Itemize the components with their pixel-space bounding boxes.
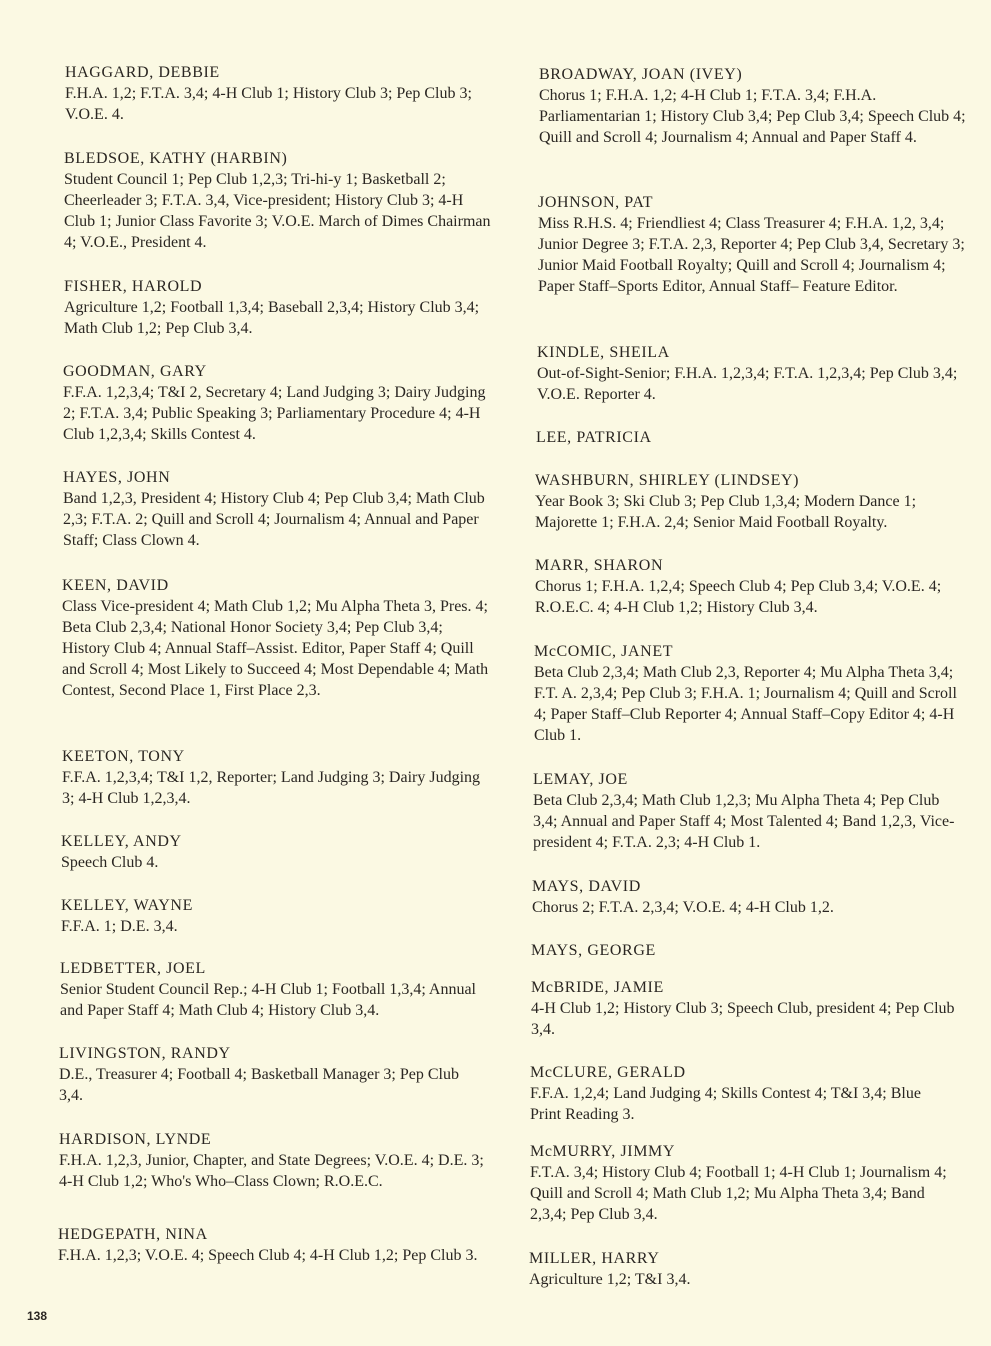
senior-entry bbox=[62, 575, 494, 701]
student-activities: Chorus 1; F.H.A. 1,2,4; Speech Club 4; Pep Club 3,4; V.O.E. 4; R.O.E.C. 4; 4-H Club 1,2; History Club 3,4. bbox=[535, 578, 942, 616]
student-name: BLEDSOE, KATHY (HARBIN) bbox=[64, 150, 288, 167]
senior-entry bbox=[532, 876, 962, 918]
student-name: KEEN, DAVID bbox=[62, 577, 169, 594]
student-name: HEDGEPATH, NINA bbox=[58, 1226, 208, 1243]
student-activities: F.T.A. 3,4; History Club 4; Football 1; 4-H Club 1; Journalism 4; Quill and Scroll 4; Math Club 1,2; Mu Alpha Theta 3,4; Band 2,3,4; Pep Club 3,4. bbox=[530, 1164, 947, 1223]
student-name: JOHNSON, PAT bbox=[538, 194, 654, 211]
senior-entry bbox=[536, 427, 966, 448]
student-activities: Agriculture 1,2; T&I 3,4. bbox=[529, 1271, 691, 1288]
student-activities: F.F.A. 1,2,3,4; T&I 1,2, Reporter; Land Judging 3; Dairy Judging 3; 4-H Club 1,2,3,4. bbox=[62, 769, 481, 807]
student-activities: Band 1,2,3, President 4; History Club 4; Pep Club 3,4; Math Club 2,3; F.T.A. 2; Quill and Scroll 4; Journalism 4; Annual and Paper Staff; Class Clown 4. bbox=[63, 490, 485, 549]
student-name: McBRIDE, JAMIE bbox=[531, 979, 664, 996]
senior-entry bbox=[65, 62, 485, 125]
student-name: MAYS, GEORGE bbox=[531, 942, 656, 959]
student-activities: Year Book 3; Ski Club 3; Pep Club 1,3,4; Modern Dance 1; Majorette 1; F.H.A. 2,4; Senior Maid Football Royalty. bbox=[535, 493, 917, 531]
senior-entry bbox=[64, 276, 484, 339]
student-name: FISHER, HAROLD bbox=[64, 278, 203, 295]
page-number: 138 bbox=[27, 1309, 48, 1323]
student-activities: Senior Student Council Rep.; 4-H Club 1; Football 1,3,4; Annual and Paper Staff 4; Math Club 4; History Club 3,4. bbox=[60, 981, 476, 1019]
senior-entry bbox=[534, 641, 964, 746]
student-name: LEMAY, JOE bbox=[533, 771, 628, 788]
student-name: McMURRY, JIMMY bbox=[530, 1143, 676, 1160]
student-activities: Beta Club 2,3,4; Math Club 2,3, Reporter 4; Mu Alpha Theta 3,4; F.T. A. 2,3,4; Pep Club 3; F.H.A. 1; Journalism 4; Quill and Scroll 4; Paper Staff–Club Reporter 4; Annual Staff–Copy Editor 4; 4-H Club 1. bbox=[534, 664, 957, 744]
senior-entry bbox=[60, 958, 485, 1021]
student-name: McCLURE, GERALD bbox=[530, 1064, 686, 1081]
senior-entry bbox=[61, 831, 481, 873]
student-activities: Student Council 1; Pep Club 1,2,3; Tri-hi-y 1; Basketball 2; Cheerleader 3; F.T.A. 3,4, Vice-president; History Club 3; 4-H Club 1; Junior Class Favorite 3; V.O.E. March of Dimes Chairman 4; V.O.E., President 4. bbox=[64, 171, 491, 251]
student-activities: F.H.A. 1,2,3; V.O.E. 4; Speech Club 4; 4-H Club 1,2; Pep Club 3. bbox=[58, 1247, 478, 1264]
student-activities: Miss R.H.S. 4; Friendliest 4; Class Treasurer 4; F.H.A. 1,2, 3,4; Junior Degree 3; F.T.A. 2,3, Reporter 4; Pep Club 3,4, Secretary 3; Junior Maid Football Royalty; Quill and Scroll 4; Journalism 4; Paper Staff–Sports Editor, Annual Staff– Feature Editor. bbox=[538, 215, 965, 295]
student-name: KELLEY, WAYNE bbox=[61, 897, 193, 914]
student-name: KINDLE, SHEILA bbox=[537, 344, 670, 361]
senior-entry bbox=[58, 1224, 483, 1266]
senior-entry bbox=[530, 1062, 955, 1125]
student-name: HARDISON, LYNDE bbox=[59, 1131, 212, 1148]
senior-entry bbox=[531, 940, 961, 961]
senior-entry bbox=[533, 769, 963, 853]
student-activities: Chorus 2; F.T.A. 2,3,4; V.O.E. 4; 4-H Club 1,2. bbox=[532, 899, 834, 916]
senior-entry bbox=[63, 361, 488, 445]
senior-entry bbox=[59, 1043, 479, 1106]
senior-entry bbox=[539, 64, 967, 148]
student-activities: F.F.A. 1,2,4; Land Judging 4; Skills Contest 4; T&I 3,4; Blue Print Reading 3. bbox=[530, 1085, 921, 1123]
student-name: KELLEY, ANDY bbox=[61, 833, 182, 850]
student-name: LIVINGSTON, RANDY bbox=[59, 1045, 231, 1062]
student-name: LEE, PATRICIA bbox=[536, 429, 652, 446]
senior-entry bbox=[531, 977, 956, 1040]
student-name: MARR, SHARON bbox=[535, 557, 664, 574]
senior-entry bbox=[530, 1141, 962, 1225]
student-activities: F.F.A. 1; D.E. 3,4. bbox=[61, 918, 178, 935]
student-name: KEETON, TONY bbox=[62, 748, 185, 765]
senior-entry bbox=[62, 746, 482, 809]
student-name: MILLER, HARRY bbox=[529, 1250, 660, 1267]
senior-entry bbox=[535, 555, 960, 618]
senior-entry bbox=[529, 1248, 959, 1290]
student-name: HAGGARD, DEBBIE bbox=[65, 64, 220, 81]
student-activities: Beta Club 2,3,4; Math Club 1,2,3; Mu Alpha Theta 4; Pep Club 3,4; Annual and Paper Staff 4; Most Talented 4; Band 1,2,3, Vice-president 4; F.T.A. 2,3; 4-H Club 1. bbox=[533, 792, 955, 851]
student-name: WASHBURN, SHIRLEY (LINDSEY) bbox=[535, 472, 800, 489]
student-activities: F.H.A. 1,2; F.T.A. 3,4; 4-H Club 1; History Club 3; Pep Club 3; V.O.E. 4. bbox=[65, 85, 472, 123]
student-activities: D.E., Treasurer 4; Football 4; Basketball Manager 3; Pep Club 3,4. bbox=[59, 1066, 459, 1104]
student-activities: Out-of-Sight-Senior; F.H.A. 1,2,3,4; F.T.A. 1,2,3,4; Pep Club 3,4; V.O.E. Reporter 4. bbox=[537, 365, 958, 403]
student-activities: Chorus 1; F.H.A. 1,2; 4-H Club 1; F.T.A. 3,4; F.H.A. Parliamentarian 1; History Club 3,4; Pep Club 3,4; Speech Club 4; Quill and Scroll 4; Journalism 4; Annual and Paper Staff 4. bbox=[539, 87, 966, 146]
senior-entry bbox=[61, 895, 481, 937]
senior-entry bbox=[535, 470, 967, 533]
student-activities: F.H.A. 1,2,3, Junior, Chapter, and State Degrees; V.O.E. 4; D.E. 3; 4-H Club 1,2; Who's Who–Class Clown; R.O.E.C. bbox=[59, 1152, 484, 1190]
senior-entry bbox=[538, 192, 968, 297]
student-name: MAYS, DAVID bbox=[532, 878, 641, 895]
senior-entry bbox=[537, 342, 967, 405]
senior-entry bbox=[63, 467, 488, 551]
senior-entry bbox=[64, 148, 494, 253]
student-name: McCOMIC, JANET bbox=[534, 643, 674, 660]
student-activities: Class Vice-president 4; Math Club 1,2; Mu Alpha Theta 3, Pres. 4; Beta Club 2,3,4; National Honor Society 3,4; Pep Club 3,4; History Club 4; Annual Staff–Assist. Editor, Paper Staff 4; Quill and Scroll 4; Most Likely to Succeed 4; Most Dependable 4; Math Contest, Second Place 1, First Place 2,3. bbox=[62, 598, 489, 699]
senior-entry bbox=[59, 1129, 491, 1192]
student-name: GOODMAN, GARY bbox=[63, 363, 207, 380]
student-name: LEDBETTER, JOEL bbox=[60, 960, 206, 977]
student-activities: Agriculture 1,2; Football 1,3,4; Baseball 2,3,4; History Club 3,4; Math Club 1,2; Pep Club 3,4. bbox=[64, 299, 480, 337]
student-activities: Speech Club 4. bbox=[61, 854, 159, 871]
student-activities: 4-H Club 1,2; History Club 3; Speech Club, president 4; Pep Club 3,4. bbox=[531, 1000, 955, 1038]
student-name: BROADWAY, JOAN (IVEY) bbox=[539, 66, 743, 83]
student-activities: F.F.A. 1,2,3,4; T&I 2, Secretary 4; Land Judging 3; Dairy Judging 2; F.T.A. 3,4; Public Speaking 3; Parliamentary Procedure 4; 4-H Club 1,2,3,4; Skills Contest 4. bbox=[63, 384, 486, 443]
student-name: HAYES, JOHN bbox=[63, 469, 171, 486]
